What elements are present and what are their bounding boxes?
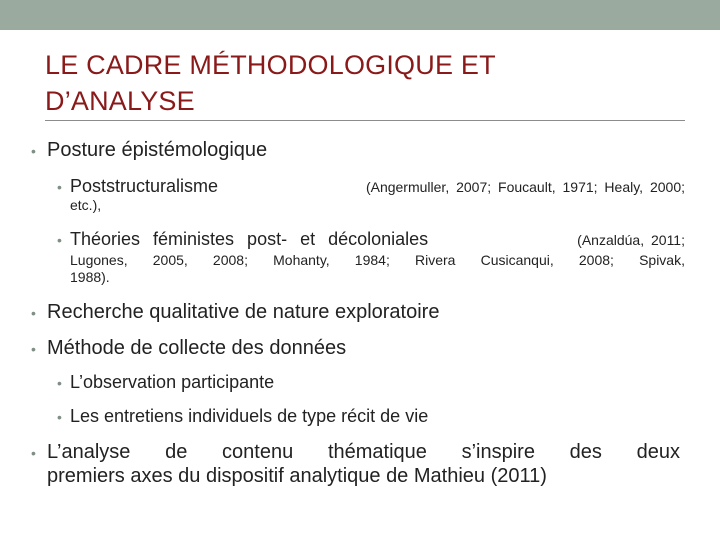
bullet-citation-continued: etc.), xyxy=(70,197,102,213)
bullet-citation: (Angermuller, 2007; Foucault, 1971; Healy, 2000; xyxy=(365,179,685,195)
bullet-text-line: premiers axes du dispositif analytique de Mathieu (2011) xyxy=(47,465,547,487)
title-line-2: D’ANALYSE xyxy=(45,86,195,116)
bullet-poststructuralisme xyxy=(70,175,685,198)
citation-line: 1988). xyxy=(70,269,110,285)
title-line-1: LE CADRE MÉTHODOLOGIQUE ET xyxy=(45,50,496,80)
citation-line: Lugones, 2005, 2008; Mohanty, 1984; Rivera Cusicanqui, 2008; Spivak, xyxy=(70,252,685,268)
bullet-icon: • xyxy=(31,143,36,159)
bullet-main-text: Poststructuralisme xyxy=(70,176,219,196)
bullet-posture: Posture épistémologique xyxy=(47,139,268,161)
bullet-entretiens: Les entretiens individuels de type récit de vie xyxy=(70,406,429,426)
bullet-icon: • xyxy=(57,179,62,195)
bullet-citation-continued xyxy=(70,252,685,269)
bullet-observation: L’observation participante xyxy=(70,372,275,392)
bullet-main-text: Théories féministes post- et décoloniales xyxy=(70,229,429,249)
bullet-recherche-qualitative: Recherche qualitative de nature exploratoire xyxy=(47,301,440,323)
bullet-analyse-contenu xyxy=(47,440,680,464)
bullet-icon: • xyxy=(31,341,36,357)
bullet-theories-feministes xyxy=(70,228,685,251)
bullet-text-line: L’analyse de contenu thématique s’inspire des deux xyxy=(47,441,680,463)
bullet-citation: (Anzaldúa, 2011; xyxy=(577,232,685,248)
bullet-icon: • xyxy=(31,305,36,321)
bullet-methode-collecte: Méthode de collecte des données xyxy=(47,337,347,359)
bullet-icon: • xyxy=(57,409,62,425)
bullet-icon: • xyxy=(31,445,36,461)
bullet-icon: • xyxy=(57,232,62,248)
bullet-icon: • xyxy=(57,375,62,391)
